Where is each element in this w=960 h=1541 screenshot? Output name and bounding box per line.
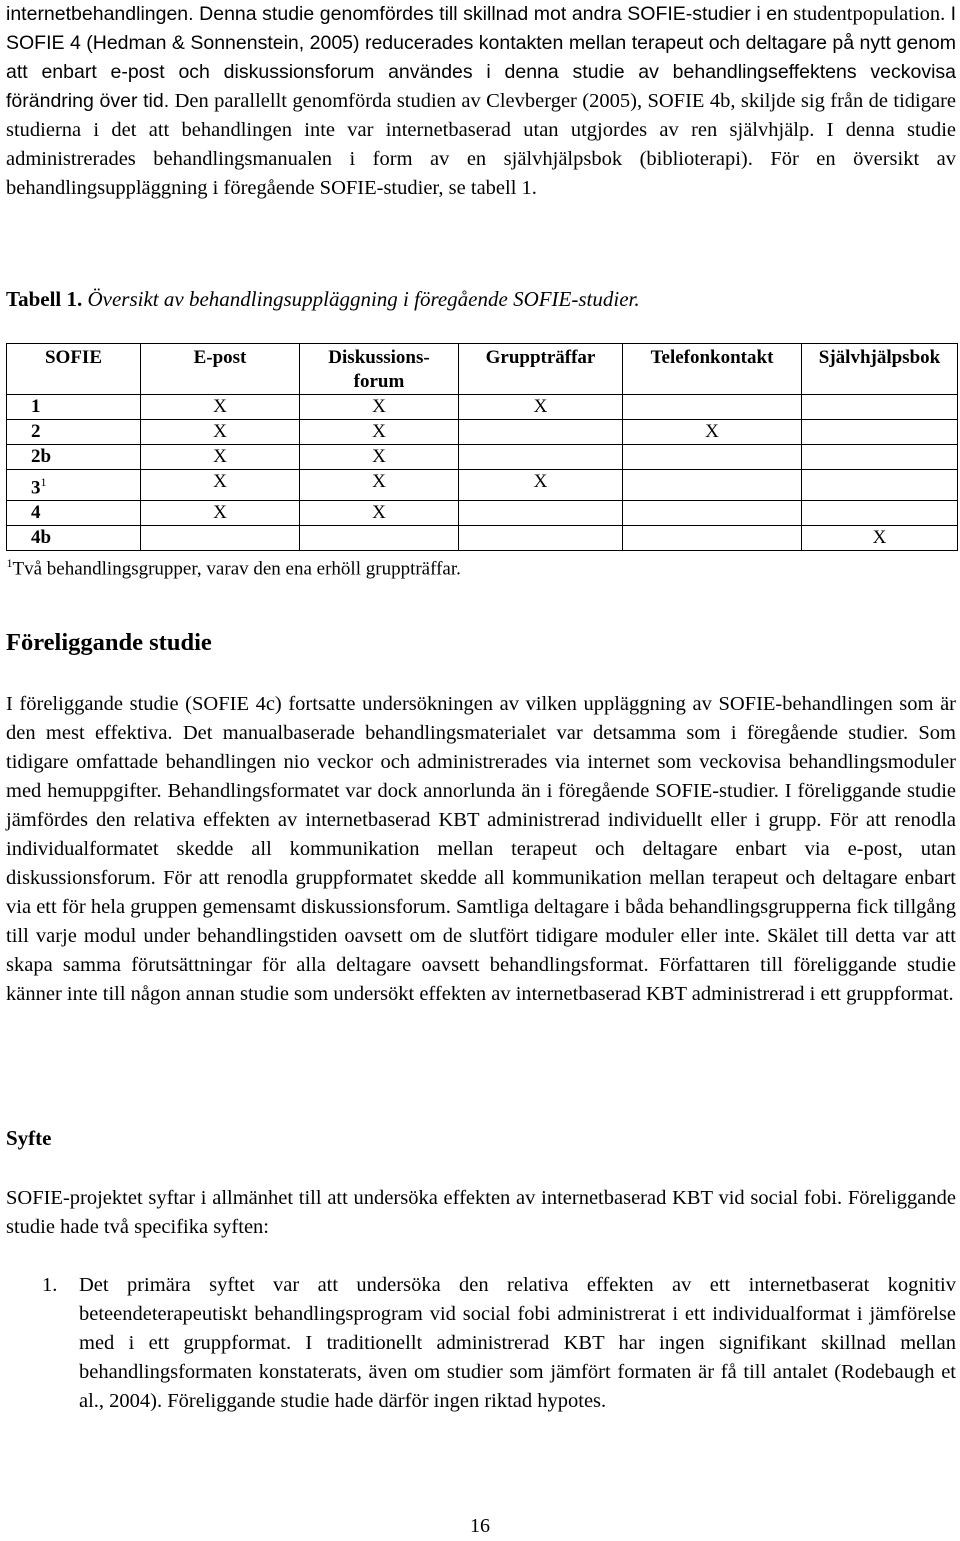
- section-body: SOFIE-projektet syftar i allmänhet till att undersöka effekten av internetbaserad KBT vid social fobi. Föreliggande studie hade två specifika syften:: [6, 1187, 956, 1238]
- table-row: [7, 470, 958, 501]
- table-footnote-row: [7, 551, 958, 582]
- table-row: [7, 526, 958, 551]
- table-cell-id: $3^1$: [7, 470, 141, 501]
- table-cell: X: [623, 420, 802, 445]
- table-cell: [623, 445, 802, 470]
- table-cell: X: [459, 395, 623, 420]
- table-header-cell: Diskussions-forum: [300, 344, 459, 395]
- table-caption: [6, 285, 640, 314]
- table-cell: [802, 470, 958, 501]
- table-cell: [623, 470, 802, 501]
- table-cell: X: [141, 445, 300, 470]
- table-cell-id: 4: [7, 501, 141, 526]
- overview-table: [6, 343, 958, 582]
- table-cell: X: [141, 395, 300, 420]
- table-header-cell: E-post: [141, 344, 300, 395]
- table-row: [7, 445, 958, 470]
- table-cell: [623, 526, 802, 551]
- table-caption-title: Översikt av behandlingsuppläggning i föregående SOFIE-studier.: [87, 287, 640, 311]
- table-footnote: $^1$Två behandlingsgrupper, varav den ena erhöll gruppträffar.: [6, 556, 461, 580]
- table-cell: [459, 526, 623, 551]
- intro-serif-rest: Den parallellt genomförda studien av Clevberger (2005), SOFIE 4b, skiljde sig från de tidigare studierna i det att behandlingen inte var internetbaserad utan utgjordes av ren självhjälp. I denna studie administrerades behandlingsmanualen i form av en självhjälpsbok (biblioterapi). För en översikt av behandlingsuppläggning i föregående SOFIE-studier, se tabell 1.: [6, 90, 957, 199]
- table-cell: [459, 445, 623, 470]
- table-header-cell: Gruppträffar: [459, 344, 623, 395]
- table-cell-id: 4b: [7, 526, 141, 551]
- table-cell: [802, 501, 958, 526]
- table-cell: X: [300, 470, 459, 501]
- aims-list: [6, 1271, 956, 1416]
- table-cell: [300, 526, 459, 551]
- table-cell: [141, 526, 300, 551]
- table-cell: [802, 445, 958, 470]
- list-text: Det primära syftet var att undersöka den relativa effekten av ett internetbaserat kognitiv beteendeterapeutiskt behandlingsprogram vid social fobi administrerat i ett individualformat i jämförelse med i ett gruppformat. I traditionellt administrerad KBT har ingen signifikant skillnad mellan behandlingsformaten konstaterats, även om studier som jämfört formaten är få till antalet (Rodebaugh et al., 2004). Föreliggande studie hade därför ingen riktad hypotes.: [79, 1274, 956, 1412]
- table-cell: [802, 420, 958, 445]
- table-cell: [459, 420, 623, 445]
- footnote-marker: 1: [40, 475, 47, 489]
- table-cell-id: 2b: [7, 445, 141, 470]
- table-cell-id: 1: [7, 395, 141, 420]
- table-row: [7, 395, 958, 420]
- table-cell-id: 2: [7, 420, 141, 445]
- table-header-cell: Telefonkontakt: [623, 344, 802, 395]
- table-cell: X: [802, 526, 958, 551]
- intro-sans-line: internetbehandlingen. Denna studie genomfördes till skillnad mot andra SOFIE-studier i en: [6, 3, 788, 25]
- table-row: [7, 420, 958, 445]
- list-number: 1.: [42, 1274, 58, 1296]
- table-header-cell: Självhjälpsbok: [802, 344, 958, 395]
- table-cell: X: [141, 470, 300, 501]
- intro-serif-start: studentpopulation.: [793, 3, 946, 25]
- table-cell: [459, 501, 623, 526]
- table-cell: [623, 501, 802, 526]
- table-cell: X: [141, 501, 300, 526]
- table-cell: [623, 395, 802, 420]
- table-cell: X: [300, 420, 459, 445]
- table-row: [7, 501, 958, 526]
- table-cell: [802, 395, 958, 420]
- section-body: I föreliggande studie (SOFIE 4c) fortsatte undersökningen av vilken uppläggning av SOFIE-behandlingen som är den mest effektiva. Det manualbaserade behandlingsmaterialet var detsamma som i föregående studier. Som tidigare omfattade behandlingen nio veckor och administrerades via internet som veckovisa behandlingsmoduler med hemuppgifter. Behandlingsformatet var dock annorlunda än i föregående SOFIE-studier. I föreliggande studie jämfördes den relativa effekten av internetbaserad KBT administrerad individuellt eller i grupp. För att renodla individualformatet skedde all kommunikation mellan terapeut och deltagare enbart via e-post, utan diskussionsforum. För att renodla gruppformatet skedde all kommunikation mellan terapeut och deltagare enbart via ett för hela gruppen gemensamt diskussionsforum. Samtliga deltagare i båda behandlingsgrupperna fick tillgång till varje modul under behandlingstiden oavsett om de slutfört tidigare moduler eller inte. Skälet till detta var att skapa samma förutsättningar för alla deltagare oavsett behandlingsformat. Författaren till föreliggande studie känner inte till någon annan studie som undersökt effekten av internetbaserad KBT administrerad i ett gruppformat.: [6, 693, 956, 1005]
- list-item: [6, 1271, 956, 1416]
- table-cell: X: [300, 445, 459, 470]
- table-caption-label: Tabell 1.: [6, 287, 83, 311]
- table-cell: X: [459, 470, 623, 501]
- table-cell: X: [141, 420, 300, 445]
- intro-sans-continuation: I SOFIE 4 (Hedman & Sonnenstein, 2005) reducerades kontakten mellan terapeut och deltagare på nytt genom att enbart e-post och diskussionsforum användes i denna studie av behandlingseffektens veckovisa förändring över tid.: [6, 3, 956, 112]
- intro-paragraph: [6, 0, 956, 203]
- section-heading: Syfte: [6, 1126, 52, 1150]
- table-header-cell: SOFIE: [7, 344, 141, 395]
- table-header-row: [7, 344, 958, 395]
- section-heading: Föreliggande studie: [6, 629, 212, 656]
- footnote-marker: 1: [6, 556, 13, 571]
- table-cell: X: [300, 395, 459, 420]
- page-number: 16: [470, 1515, 490, 1537]
- table-cell: X: [300, 501, 459, 526]
